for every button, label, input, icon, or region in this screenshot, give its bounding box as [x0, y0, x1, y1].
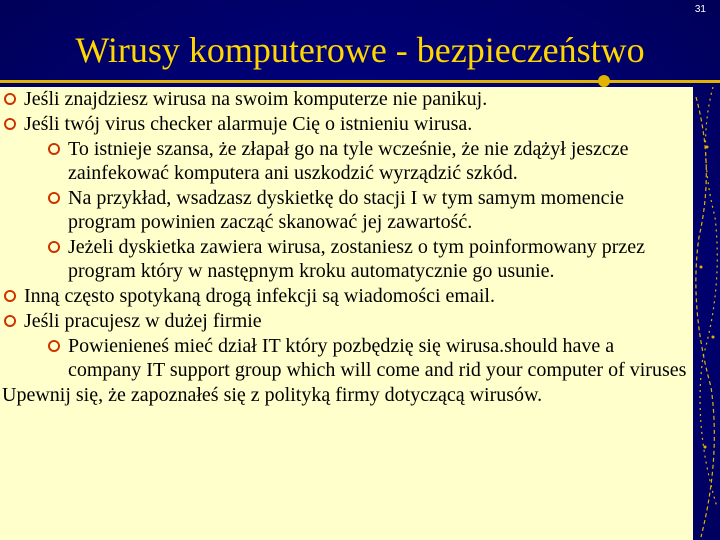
content-panel [0, 87, 693, 540]
bullet-text: Upewnij się, że zapoznałeś się z polityką firmy dotyczącą wirusów. [2, 384, 543, 406]
bullet-text: Powienieneś mieć dział IT który pozbędzię się wirusa.should have a company IT support group which will come and rid your computer of viruses [68, 335, 687, 381]
bullet-list [0, 87, 693, 408]
ring-bullet-icon [4, 290, 16, 302]
ring-bullet-icon [4, 118, 16, 130]
bullet-text: Na przykład, wsadzasz dyskietkę do stacji I w tym samym momencie program powinien zacząć skanować jej zawartość. [68, 187, 624, 233]
ring-bullet-icon [4, 93, 16, 105]
bullet-text: Jeśli znajdziesz wirusa na swoim komputerze nie panikuj. [24, 88, 488, 110]
title-divider [0, 80, 720, 83]
bullet-item [0, 284, 693, 308]
sub-bullet-item [0, 186, 693, 234]
ring-bullet-icon [48, 241, 60, 253]
bullet-item [0, 87, 693, 111]
bullet-text: Inną często spotykaną drogą infekcji są wiadomości email. [24, 285, 495, 307]
bullet-item [0, 112, 693, 136]
sub-bullet-item [0, 137, 693, 185]
slide-title: Wirusy komputerowe - bezpieczeństwo [75, 30, 645, 70]
page-number: 31 [694, 4, 706, 15]
bullet-text: Jeśli pracujesz w dużej firmie [24, 310, 262, 332]
ring-bullet-icon [4, 315, 16, 327]
side-decoration [693, 87, 720, 540]
ring-bullet-icon [48, 143, 60, 155]
bullet-text: Jeśli twój virus checker alarmuje Cię o istnieniu wirusa. [24, 113, 473, 135]
ring-bullet-icon [48, 192, 60, 204]
sub-bullet-item [0, 334, 693, 382]
sub-bullet-item [0, 235, 693, 283]
bullet-text: To istnieje szansa, że złapał go na tyle wcześnie, że nie zdążył jeszcze zainfekować komputera ani uszkodzić wyrządzić szkód. [68, 138, 629, 184]
ring-bullet-icon [48, 340, 60, 352]
closing-note [0, 383, 693, 407]
bullet-text: Jeżeli dyskietka zawiera wirusa, zostaniesz o tym poinformowany przez program który w następnym kroku automatycznie go usunie. [68, 236, 646, 282]
title-divider-dot [598, 75, 610, 87]
bullet-item [0, 309, 693, 333]
